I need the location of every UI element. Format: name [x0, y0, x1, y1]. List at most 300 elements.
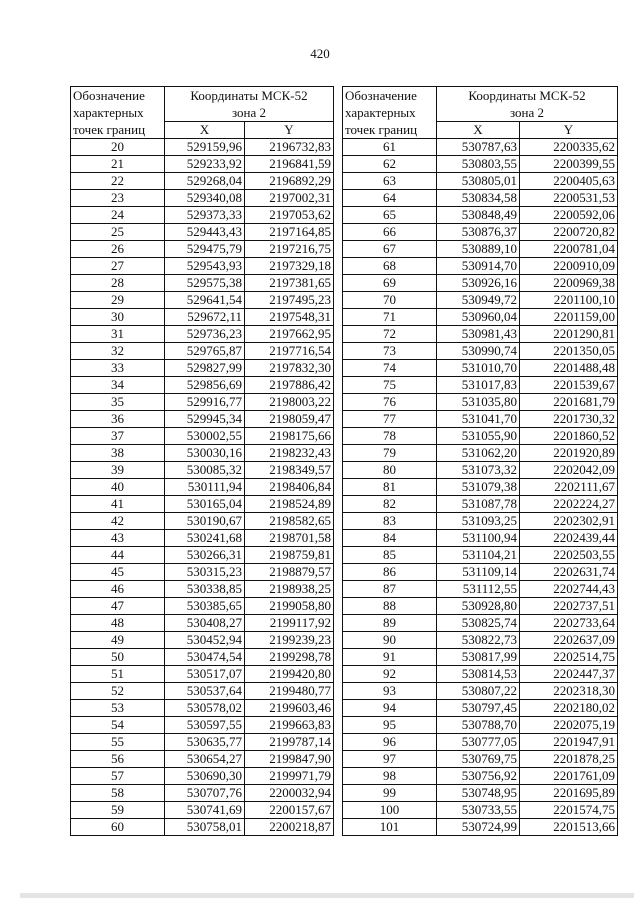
- x-coordinate-cell: 529945,34: [165, 411, 245, 428]
- x-coordinate-cell: 530807,22: [437, 683, 520, 700]
- point-number-cell: 32: [71, 343, 165, 360]
- x-coordinate-cell: 531041,70: [437, 411, 520, 428]
- table-row: [71, 258, 334, 275]
- x-coordinate-cell: 529475,79: [165, 241, 245, 258]
- x-column-header: X: [437, 122, 520, 139]
- point-number-cell: 29: [71, 292, 165, 309]
- x-coordinate-cell: 530960,04: [437, 309, 520, 326]
- point-number-cell: 69: [343, 275, 437, 292]
- y-coordinate-cell: 2201681,79: [520, 394, 618, 411]
- y-coordinate-cell: 2197548,31: [245, 309, 334, 326]
- x-coordinate-cell: 530805,01: [437, 173, 520, 190]
- x-coordinate-cell: 530474,54: [165, 649, 245, 666]
- point-number-cell: 64: [343, 190, 437, 207]
- table-row: [343, 445, 618, 462]
- table-row: [343, 428, 618, 445]
- y-coordinate-cell: 2198175,66: [245, 428, 334, 445]
- x-coordinate-cell: 529856,69: [165, 377, 245, 394]
- table-row: [343, 649, 618, 666]
- x-coordinate-cell: 530777,05: [437, 734, 520, 751]
- y-coordinate-cell: 2200032,94: [245, 785, 334, 802]
- y-coordinate-cell: 2201860,52: [520, 428, 618, 445]
- point-number-cell: 34: [71, 377, 165, 394]
- point-number-cell: 25: [71, 224, 165, 241]
- table-row: [71, 428, 334, 445]
- y-coordinate-cell: 2201730,32: [520, 411, 618, 428]
- table-row: [343, 513, 618, 530]
- y-coordinate-cell: 2199847,90: [245, 751, 334, 768]
- point-number-cell: 60: [71, 819, 165, 836]
- x-coordinate-cell: 530635,77: [165, 734, 245, 751]
- coords-title-line: зона 2: [509, 105, 545, 120]
- y-coordinate-cell: 2200399,55: [520, 156, 618, 173]
- point-number-cell: 44: [71, 547, 165, 564]
- point-number-cell: 51: [71, 666, 165, 683]
- table-row: [343, 530, 618, 547]
- x-coordinate-cell: 530408,27: [165, 615, 245, 632]
- y-column-header: Y: [520, 122, 618, 139]
- y-coordinate-cell: 2198701,58: [245, 530, 334, 547]
- x-coordinate-cell: 529543,93: [165, 258, 245, 275]
- table-row: [343, 734, 618, 751]
- point-number-cell: 76: [343, 394, 437, 411]
- x-coordinate-cell: 529575,38: [165, 275, 245, 292]
- point-label-line: характерных: [73, 105, 144, 120]
- y-coordinate-cell: 2202447,37: [520, 666, 618, 683]
- point-number-cell: 22: [71, 173, 165, 190]
- y-coordinate-cell: 2198003,22: [245, 394, 334, 411]
- x-coordinate-cell: 530797,45: [437, 700, 520, 717]
- point-number-cell: 20: [71, 139, 165, 156]
- point-number-cell: 85: [343, 547, 437, 564]
- x-coordinate-cell: 530814,53: [437, 666, 520, 683]
- table-row: [343, 275, 618, 292]
- table-row: [71, 156, 334, 173]
- table-row: [71, 207, 334, 224]
- point-number-cell: 36: [71, 411, 165, 428]
- y-coordinate-cell: 2201159,00: [520, 309, 618, 326]
- point-label-line: характерных: [345, 105, 416, 120]
- table-row: [343, 343, 618, 360]
- table-row: [71, 819, 334, 836]
- x-coordinate-cell: 530452,94: [165, 632, 245, 649]
- x-coordinate-cell: 531073,32: [437, 462, 520, 479]
- table-row: [343, 785, 618, 802]
- table-row: [343, 632, 618, 649]
- y-coordinate-cell: 2200720,82: [520, 224, 618, 241]
- y-coordinate-cell: 2202631,74: [520, 564, 618, 581]
- y-coordinate-cell: 2199971,79: [245, 768, 334, 785]
- point-number-cell: 91: [343, 649, 437, 666]
- table-row: [343, 394, 618, 411]
- table-row: [71, 309, 334, 326]
- table-row: [71, 802, 334, 819]
- point-number-cell: 96: [343, 734, 437, 751]
- table-row: [343, 309, 618, 326]
- point-number-cell: 52: [71, 683, 165, 700]
- table-row: [343, 326, 618, 343]
- x-coordinate-cell: 531017,83: [437, 377, 520, 394]
- y-coordinate-cell: 2202733,64: [520, 615, 618, 632]
- x-coordinate-cell: 530748,95: [437, 785, 520, 802]
- table-row: [71, 530, 334, 547]
- y-coordinate-cell: 2197886,42: [245, 377, 334, 394]
- table-row: [71, 564, 334, 581]
- point-number-cell: 68: [343, 258, 437, 275]
- point-number-cell: 43: [71, 530, 165, 547]
- x-coordinate-cell: 530756,92: [437, 768, 520, 785]
- x-coordinate-cell: 530889,10: [437, 241, 520, 258]
- table-row: [71, 224, 334, 241]
- point-number-cell: 92: [343, 666, 437, 683]
- table-row: [71, 751, 334, 768]
- x-coordinate-cell: 529672,11: [165, 309, 245, 326]
- y-coordinate-cell: 2202111,67: [520, 479, 618, 496]
- x-coordinate-cell: 530834,58: [437, 190, 520, 207]
- x-coordinate-cell: 531087,78: [437, 496, 520, 513]
- y-coordinate-cell: 2201513,66: [520, 819, 618, 836]
- y-coordinate-cell: 2200969,38: [520, 275, 618, 292]
- x-column-header: X: [165, 122, 245, 139]
- x-coordinate-cell: 529916,77: [165, 394, 245, 411]
- y-coordinate-cell: 2200781,04: [520, 241, 618, 258]
- table-row: [343, 207, 618, 224]
- y-coordinate-cell: 2202075,19: [520, 717, 618, 734]
- x-coordinate-cell: 530597,55: [165, 717, 245, 734]
- y-coordinate-cell: 2201947,91: [520, 734, 618, 751]
- x-coordinate-cell: 529340,08: [165, 190, 245, 207]
- point-number-cell: 97: [343, 751, 437, 768]
- page-number: 420: [310, 46, 330, 61]
- y-coordinate-cell: 2200335,62: [520, 139, 618, 156]
- x-coordinate-cell: 530578,02: [165, 700, 245, 717]
- y-coordinate-cell: 2201695,89: [520, 785, 618, 802]
- point-number-cell: 28: [71, 275, 165, 292]
- table-row: [71, 411, 334, 428]
- point-number-cell: 79: [343, 445, 437, 462]
- y-coordinate-cell: 2199298,78: [245, 649, 334, 666]
- y-coordinate-cell: 2199480,77: [245, 683, 334, 700]
- table-row: [343, 173, 618, 190]
- table-row: [343, 156, 618, 173]
- y-coordinate-cell: 2199117,92: [245, 615, 334, 632]
- y-coordinate-cell: 2202514,75: [520, 649, 618, 666]
- point-number-cell: 66: [343, 224, 437, 241]
- x-coordinate-cell: 531109,14: [437, 564, 520, 581]
- point-number-cell: 55: [71, 734, 165, 751]
- table-row: [343, 683, 618, 700]
- point-number-cell: 90: [343, 632, 437, 649]
- point-number-cell: 75: [343, 377, 437, 394]
- x-coordinate-cell: 531112,55: [437, 581, 520, 598]
- y-coordinate-cell: 2197216,75: [245, 241, 334, 258]
- x-coordinate-cell: 531062,20: [437, 445, 520, 462]
- table-row: [71, 326, 334, 343]
- point-number-cell: 89: [343, 615, 437, 632]
- point-number-cell: 95: [343, 717, 437, 734]
- point-label-line: Обозначение: [345, 88, 417, 103]
- x-coordinate-cell: 530758,01: [165, 819, 245, 836]
- x-coordinate-cell: 530517,07: [165, 666, 245, 683]
- point-label-header: [343, 87, 437, 139]
- point-number-cell: 21: [71, 156, 165, 173]
- table-row: [343, 751, 618, 768]
- point-number-cell: 38: [71, 445, 165, 462]
- point-number-cell: 33: [71, 360, 165, 377]
- table-row: [71, 275, 334, 292]
- point-label-header: [71, 87, 165, 139]
- point-number-cell: 73: [343, 343, 437, 360]
- x-coordinate-cell: 529736,23: [165, 326, 245, 343]
- x-coordinate-cell: 530981,43: [437, 326, 520, 343]
- x-coordinate-cell: 530848,49: [437, 207, 520, 224]
- y-coordinate-cell: 2199663,83: [245, 717, 334, 734]
- y-coordinate-cell: 2201488,48: [520, 360, 618, 377]
- point-number-cell: 53: [71, 700, 165, 717]
- table-row: [71, 785, 334, 802]
- table-row: [343, 700, 618, 717]
- table-row: [71, 343, 334, 360]
- point-number-cell: 67: [343, 241, 437, 258]
- point-number-cell: 54: [71, 717, 165, 734]
- table-row: [343, 496, 618, 513]
- table-row: [71, 615, 334, 632]
- x-coordinate-cell: 530803,55: [437, 156, 520, 173]
- table-row: [71, 700, 334, 717]
- table-body-right: [343, 139, 618, 836]
- point-number-cell: 77: [343, 411, 437, 428]
- table-row: [343, 581, 618, 598]
- x-coordinate-cell: 530537,64: [165, 683, 245, 700]
- coords-title-line: Координаты МСК-52: [468, 88, 586, 103]
- coords-title-line: зона 2: [231, 105, 267, 120]
- table-row: [71, 547, 334, 564]
- x-coordinate-cell: 531035,80: [437, 394, 520, 411]
- point-number-cell: 61: [343, 139, 437, 156]
- point-number-cell: 98: [343, 768, 437, 785]
- x-coordinate-cell: 531010,70: [437, 360, 520, 377]
- table-row: [343, 190, 618, 207]
- point-number-cell: 74: [343, 360, 437, 377]
- table-row: [71, 292, 334, 309]
- point-number-cell: 37: [71, 428, 165, 445]
- point-number-cell: 46: [71, 581, 165, 598]
- point-number-cell: 42: [71, 513, 165, 530]
- table-row: [71, 649, 334, 666]
- x-coordinate-cell: 529827,99: [165, 360, 245, 377]
- x-coordinate-cell: 530990,74: [437, 343, 520, 360]
- x-coordinate-cell: 529233,92: [165, 156, 245, 173]
- table-row: [71, 377, 334, 394]
- x-coordinate-cell: 529641,54: [165, 292, 245, 309]
- y-coordinate-cell: 2197832,30: [245, 360, 334, 377]
- x-coordinate-cell: 530315,23: [165, 564, 245, 581]
- table-row: [71, 768, 334, 785]
- x-coordinate-cell: 530385,65: [165, 598, 245, 615]
- point-number-cell: 101: [343, 819, 437, 836]
- point-number-cell: 88: [343, 598, 437, 615]
- table-row: [71, 173, 334, 190]
- x-coordinate-cell: 530914,70: [437, 258, 520, 275]
- table-row: [71, 462, 334, 479]
- point-number-cell: 41: [71, 496, 165, 513]
- x-coordinate-cell: 530690,30: [165, 768, 245, 785]
- table-row: [343, 666, 618, 683]
- point-number-cell: 27: [71, 258, 165, 275]
- table-row: [343, 768, 618, 785]
- y-coordinate-cell: 2197002,31: [245, 190, 334, 207]
- point-number-cell: 56: [71, 751, 165, 768]
- point-number-cell: 30: [71, 309, 165, 326]
- y-coordinate-cell: 2200405,63: [520, 173, 618, 190]
- x-coordinate-cell: 530733,55: [437, 802, 520, 819]
- coords-title-line: Координаты МСК-52: [190, 88, 308, 103]
- scan-bottom-edge: [20, 893, 634, 898]
- x-coordinate-cell: 530266,31: [165, 547, 245, 564]
- table-row: [71, 190, 334, 207]
- x-coordinate-cell: 530788,70: [437, 717, 520, 734]
- table-row: [343, 360, 618, 377]
- y-coordinate-cell: 2200910,09: [520, 258, 618, 275]
- table-row: [71, 632, 334, 649]
- table-row: [71, 496, 334, 513]
- table-row: [343, 411, 618, 428]
- table-row: [343, 547, 618, 564]
- y-coordinate-cell: 2198938,25: [245, 581, 334, 598]
- y-coordinate-cell: 2201761,09: [520, 768, 618, 785]
- y-coordinate-cell: 2197495,23: [245, 292, 334, 309]
- y-coordinate-cell: 2196892,29: [245, 173, 334, 190]
- table-row: [343, 462, 618, 479]
- y-coordinate-cell: 2202042,09: [520, 462, 618, 479]
- table-row: [71, 445, 334, 462]
- coordinates-table-left: [70, 86, 334, 836]
- coordinates-table-right: [342, 86, 618, 836]
- coords-header: [165, 87, 334, 122]
- x-coordinate-cell: 529159,96: [165, 139, 245, 156]
- table-row: [343, 377, 618, 394]
- table-row: [343, 598, 618, 615]
- y-coordinate-cell: 2198582,65: [245, 513, 334, 530]
- point-number-cell: 94: [343, 700, 437, 717]
- point-number-cell: 71: [343, 309, 437, 326]
- point-number-cell: 78: [343, 428, 437, 445]
- y-coordinate-cell: 2197381,65: [245, 275, 334, 292]
- table-row: [71, 360, 334, 377]
- point-number-cell: 48: [71, 615, 165, 632]
- point-number-cell: 39: [71, 462, 165, 479]
- x-coordinate-cell: 530338,85: [165, 581, 245, 598]
- y-coordinate-cell: 2202737,51: [520, 598, 618, 615]
- x-coordinate-cell: 530085,32: [165, 462, 245, 479]
- point-number-cell: 72: [343, 326, 437, 343]
- y-coordinate-cell: 2197716,54: [245, 343, 334, 360]
- table-row: [71, 479, 334, 496]
- y-coordinate-cell: 2202503,55: [520, 547, 618, 564]
- point-number-cell: 86: [343, 564, 437, 581]
- y-coordinate-cell: 2201539,67: [520, 377, 618, 394]
- table-row: [71, 394, 334, 411]
- table-row: [71, 734, 334, 751]
- point-number-cell: 58: [71, 785, 165, 802]
- y-coordinate-cell: 2197164,85: [245, 224, 334, 241]
- y-coordinate-cell: 2198524,89: [245, 496, 334, 513]
- y-coordinate-cell: 2198759,81: [245, 547, 334, 564]
- table-row: [71, 139, 334, 156]
- table-row: [343, 479, 618, 496]
- y-coordinate-cell: 2201574,75: [520, 802, 618, 819]
- table-row: [71, 666, 334, 683]
- x-coordinate-cell: 531055,90: [437, 428, 520, 445]
- x-coordinate-cell: 531104,21: [437, 547, 520, 564]
- x-coordinate-cell: 531100,94: [437, 530, 520, 547]
- point-number-cell: 45: [71, 564, 165, 581]
- y-coordinate-cell: 2201878,25: [520, 751, 618, 768]
- point-number-cell: 49: [71, 632, 165, 649]
- x-coordinate-cell: 529443,43: [165, 224, 245, 241]
- point-number-cell: 63: [343, 173, 437, 190]
- x-coordinate-cell: 530769,75: [437, 751, 520, 768]
- x-coordinate-cell: 530741,69: [165, 802, 245, 819]
- table-row: [343, 615, 618, 632]
- y-coordinate-cell: 2200157,67: [245, 802, 334, 819]
- point-number-cell: 26: [71, 241, 165, 258]
- point-number-cell: 50: [71, 649, 165, 666]
- point-number-cell: 84: [343, 530, 437, 547]
- point-number-cell: 35: [71, 394, 165, 411]
- table-row: [343, 241, 618, 258]
- x-coordinate-cell: 529765,87: [165, 343, 245, 360]
- y-coordinate-cell: 2202637,09: [520, 632, 618, 649]
- y-coordinate-cell: 2202180,02: [520, 700, 618, 717]
- y-coordinate-cell: 2201290,81: [520, 326, 618, 343]
- y-coordinate-cell: 2201100,10: [520, 292, 618, 309]
- y-coordinate-cell: 2202318,30: [520, 683, 618, 700]
- y-coordinate-cell: 2196841,59: [245, 156, 334, 173]
- x-coordinate-cell: 530787,63: [437, 139, 520, 156]
- point-number-cell: 57: [71, 768, 165, 785]
- y-coordinate-cell: 2200531,53: [520, 190, 618, 207]
- table-row: [343, 819, 618, 836]
- x-coordinate-cell: 530822,73: [437, 632, 520, 649]
- table-row: [71, 598, 334, 615]
- x-coordinate-cell: 529268,04: [165, 173, 245, 190]
- table-row: [343, 564, 618, 581]
- table-row: [343, 292, 618, 309]
- x-coordinate-cell: 530190,67: [165, 513, 245, 530]
- table-row: [343, 224, 618, 241]
- x-coordinate-cell: 530654,27: [165, 751, 245, 768]
- y-coordinate-cell: 2199420,80: [245, 666, 334, 683]
- x-coordinate-cell: 531079,38: [437, 479, 520, 496]
- x-coordinate-cell: 530876,37: [437, 224, 520, 241]
- y-coordinate-cell: 2202439,44: [520, 530, 618, 547]
- y-coordinate-cell: 2202744,43: [520, 581, 618, 598]
- point-number-cell: 31: [71, 326, 165, 343]
- x-coordinate-cell: 530817,99: [437, 649, 520, 666]
- point-number-cell: 81: [343, 479, 437, 496]
- y-coordinate-cell: 2202302,91: [520, 513, 618, 530]
- y-coordinate-cell: 2199787,14: [245, 734, 334, 751]
- point-number-cell: 87: [343, 581, 437, 598]
- y-coordinate-cell: 2197053,62: [245, 207, 334, 224]
- table-row: [343, 139, 618, 156]
- table-row: [343, 258, 618, 275]
- table-row: [343, 717, 618, 734]
- table-row: [343, 802, 618, 819]
- table-row: [71, 513, 334, 530]
- x-coordinate-cell: 530825,74: [437, 615, 520, 632]
